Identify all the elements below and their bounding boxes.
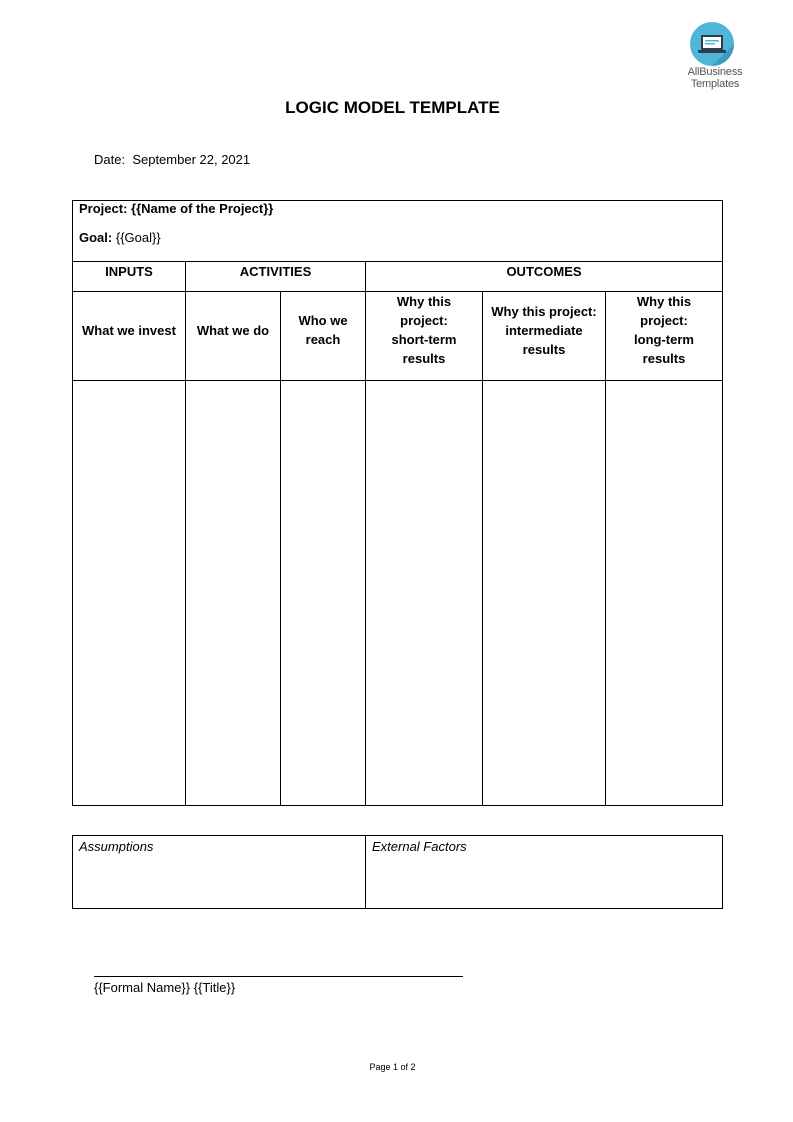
- brand-logo: [676, 22, 754, 94]
- external-factors-cell[interactable]: [366, 858, 722, 908]
- subheader-intermediate-results: [483, 292, 605, 368]
- date-value: September 22, 2021: [132, 152, 251, 167]
- subheader-label: long-term: [634, 332, 694, 347]
- header-inputs: INPUTS: [105, 263, 153, 279]
- page-number: Page 1 of 2: [369, 1062, 416, 1072]
- subheader-label: project:: [640, 313, 688, 328]
- subheader-label: reach: [305, 332, 341, 347]
- input-cell-short-term[interactable]: [366, 381, 482, 805]
- assumptions-label: Assumptions: [79, 839, 154, 854]
- subheader-label: intermediate: [505, 322, 583, 338]
- subheader-label: What we do: [196, 322, 270, 338]
- subheader-what-we-do: [186, 292, 280, 368]
- assumptions-cell[interactable]: [73, 858, 365, 908]
- subheader-label: results: [522, 341, 566, 357]
- date-label: Date:: [94, 152, 126, 167]
- subheader-label: project:: [400, 313, 448, 328]
- brand-line-2: Templates: [690, 78, 740, 90]
- subheader-label: Why this project:: [491, 303, 597, 319]
- date-line: [94, 152, 250, 167]
- signature-line: [94, 976, 463, 977]
- external-factors-label: External Factors: [372, 839, 467, 854]
- subheader-label: results: [402, 351, 446, 366]
- input-cell-who-we-reach[interactable]: [281, 381, 365, 805]
- project-name-field[interactable]: Project: {{Name of the Project}}: [79, 201, 274, 216]
- subheader-short-term-results: [366, 290, 482, 370]
- input-cell-what-we-do[interactable]: [186, 381, 280, 805]
- header-activities: ACTIVITIES: [239, 263, 312, 279]
- input-cell-what-we-invest[interactable]: [73, 381, 185, 805]
- input-cell-long-term[interactable]: [606, 381, 722, 805]
- subheader-label: Who we: [298, 313, 348, 328]
- brand-name: [676, 66, 754, 90]
- signature-name-title: {{Formal Name}} {{Title}}: [94, 980, 236, 995]
- input-cell-intermediate[interactable]: [483, 381, 605, 805]
- document-title: LOGIC MODEL TEMPLATE: [285, 98, 500, 117]
- brand-line-1: AllBusiness: [687, 66, 743, 78]
- laptop-icon: [690, 22, 734, 66]
- subheader-who-we-reach: [281, 292, 365, 368]
- header-outcomes: OUTCOMES: [506, 263, 582, 279]
- subheader-what-we-invest: [73, 292, 185, 368]
- subheader-label: Why this: [396, 294, 452, 309]
- subheader-label: Why this: [636, 294, 692, 309]
- goal-field[interactable]: [79, 230, 161, 245]
- goal-value: {{Goal}}: [115, 230, 161, 245]
- goal-label: Goal:: [79, 230, 113, 245]
- subheader-label: What we invest: [82, 322, 176, 338]
- subheader-label: results: [642, 351, 686, 366]
- subheader-label: short-term: [391, 332, 457, 347]
- subheader-long-term-results: [606, 290, 722, 370]
